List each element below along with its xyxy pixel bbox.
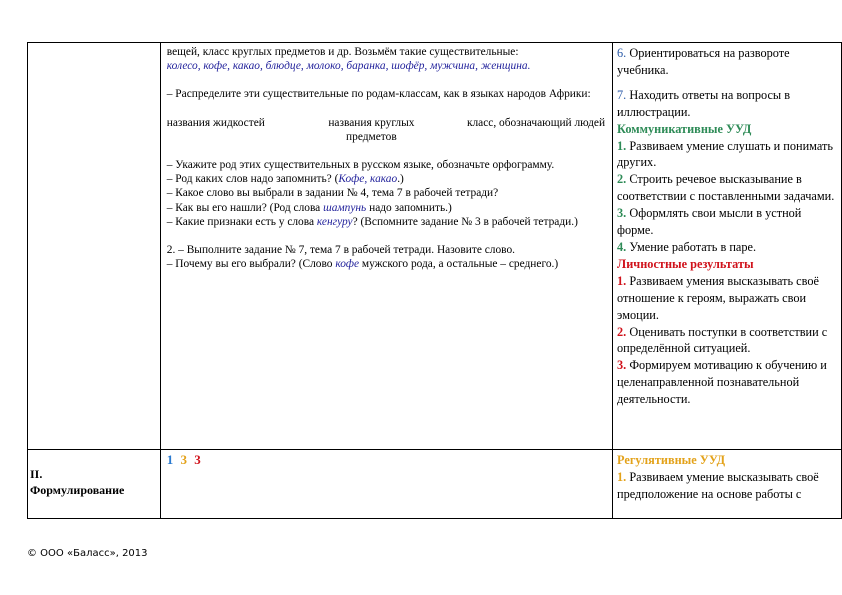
digit-marker: 3: [180, 452, 188, 467]
class-liquids: названия жидкостей: [166, 116, 265, 129]
section-heading: Коммуникативные УУД: [617, 121, 752, 136]
digit-marker: 1: [166, 452, 174, 467]
stage-cell: [28, 43, 161, 450]
text-line: – Род каких слов надо запомнить? (Кофе, какао.): [166, 173, 404, 186]
list-item: 7. Находить ответы на вопросы в иллюстрации.: [617, 87, 791, 119]
classes-row: [167, 116, 606, 144]
list-item: 1. Развиваем умения высказывать своё отношение к героям, выражать свои эмоции.: [617, 273, 819, 322]
list-item: 2. Оценивать поступки в соответствии с определённой ситуацией.: [617, 324, 828, 356]
text-line: – Укажите род этих существительных в русском языке, обозначьте орфограмму.: [166, 159, 555, 172]
activity-cell: [160, 450, 612, 519]
copyright-footer: © ООО «Баласс», 2013: [27, 548, 148, 559]
uud-cell: [613, 450, 842, 519]
list-item: 3. Оформлять свои мысли в устной форме.: [617, 206, 802, 238]
list-item: 1. Развиваем умение слушать и понимать других.: [617, 138, 833, 170]
stage-number: II.: [30, 467, 43, 481]
stage-cell: [28, 450, 161, 519]
list-item: 2. Строить речевое высказывание в соответствии с поставленными задачами.: [617, 172, 835, 204]
text-line: вещей, класс круглых предметов и др. Возьмём такие существительные:: [166, 46, 519, 58]
text-line: – Какое слово вы выбрали в задании № 4, тема 7 в рабочей тетради?: [166, 187, 499, 200]
table-row: [28, 43, 842, 450]
section-heading: Личностные результаты: [617, 256, 754, 271]
uud-cell: [613, 43, 842, 450]
word-list: колесо, кофе, какао, блюдце, молоко, баранка, шофёр, мужчина, женщина.: [166, 60, 531, 73]
class-people: класс, обозначающий людей: [466, 116, 606, 129]
lesson-table: [27, 42, 842, 519]
list-item: 1. Развиваем умение высказывать своё предположение на основе работы с: [617, 469, 819, 501]
text-line: – Какие признаки есть у слова кенгуру? (Вспомните задание № 3 в рабочей тетради.): [166, 215, 578, 228]
section-heading: Регулятивные УУД: [617, 453, 726, 467]
digit-marker: 3: [194, 452, 201, 467]
activity-cell: [160, 43, 612, 450]
list-item: 4. Умение работать в паре.: [617, 239, 757, 254]
list-item: 3. Формируем мотивацию к обучению и целенаправленной познавательной деятельности.: [617, 358, 827, 407]
text-line: – Распределите эти существительные по родам-классам, как в языках народов Африки:: [166, 88, 591, 101]
class-round: названия круглых предметов: [328, 116, 415, 143]
list-item: 6. Ориентироваться на развороте учебника.: [617, 46, 790, 77]
table-row: [28, 450, 842, 519]
text-line: – Почему вы его выбрали? (Слово кофе мужского рода, а остальные – среднего.): [166, 258, 559, 271]
stage-title: Формулирование: [30, 483, 125, 497]
text-line: – Как вы его нашли? (Род слова шампунь надо запомнить.): [166, 201, 452, 214]
text-line: 2. – Выполните задание № 7, тема 7 в рабочей тетради. Назовите слово.: [166, 244, 515, 257]
